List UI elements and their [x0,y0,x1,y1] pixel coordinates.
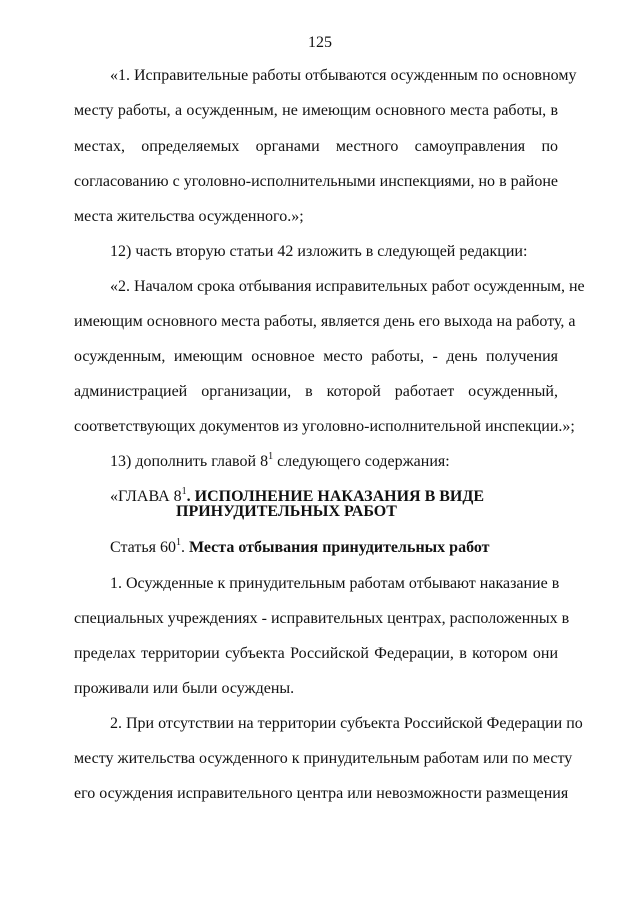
paragraph-line: места жительства осужденного.»; [74,208,304,225]
paragraph-line: месту жительства осужденного к принудительным работам или по месту [74,750,573,767]
paragraph-line: месту работы, а осужденным, не имеющим основного места работы, в [74,102,558,119]
chapter-title-line2: ПРИНУДИТЕЛЬНЫХ РАБОТ [176,503,397,520]
paragraph-line: администрацией организации, в которой работает осужденный, [74,383,558,400]
superscript: 1 [268,450,274,462]
article-dot: . [180,539,189,556]
page-number: 125 [308,34,332,51]
superscript: 1 [181,485,187,497]
paragraph-line: 12) часть вторую статьи 42 изложить в следующей редакции: [110,243,528,260]
chapter-prefix: «ГЛАВА 8 [110,488,182,505]
paragraph-line: соответствующих документов из уголовно-исполнительной инспекции.»; [74,418,575,435]
paragraph-line: «2. Началом срока отбывания исправительных работ осужденным, не [110,278,585,295]
chapter-title: . ИСПОЛНЕНИЕ НАКАЗАНИЯ В ВИДЕ [186,488,485,505]
paragraph-line: 1. Осужденные к принудительным работам отбывают наказание в [110,575,560,592]
text-fragment: следующего содержания: [273,453,450,470]
text-fragment: 13) дополнить главой 8 [110,453,269,470]
paragraph-line [110,452,558,472]
paragraph-line: пределах территории субъекта Российской Федерации, в котором они [74,645,558,662]
superscript: 1 [175,536,181,548]
article-title: Места отбывания принудительных работ [188,539,490,556]
article-prefix: Статья 60 [110,539,176,556]
paragraph-line: 2. При отсутствии на территории субъекта Российской Федерации по [110,715,583,732]
paragraph-line: имеющим основного места работы, является день его выхода на работу, а [74,313,576,330]
article-heading [110,538,558,558]
paragraph-line: проживали или были осуждены. [74,680,295,697]
paragraph-line: «1. Исправительные работы отбываются осужденным по основному [110,67,577,84]
paragraph-line: местах, определяемых органами местного самоуправления по [74,138,558,155]
paragraph-line: его осуждения исправительного центра или невозможности размещения [74,785,569,802]
paragraph-line: специальных учреждениях - исправительных центрах, расположенных в [74,610,570,627]
paragraph-line: осужденным, имеющим основное место работы, - день получения [74,348,558,365]
paragraph-line: согласованию с уголовно-исполнительными инспекциями, но в районе [74,173,558,190]
